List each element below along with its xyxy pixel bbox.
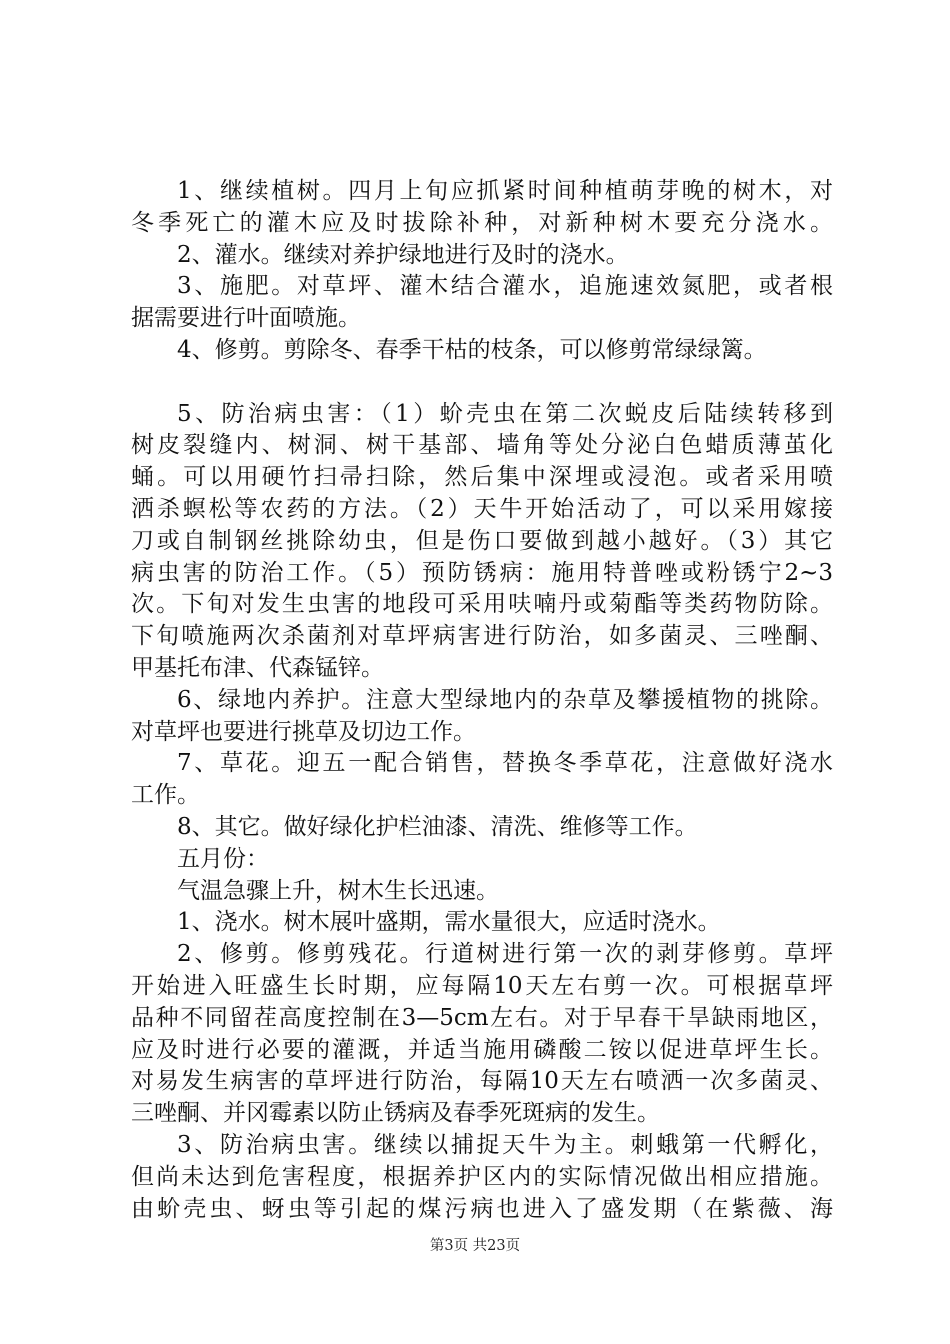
text-line: 5、防治病虫害：（1）蚧壳虫在第二次蜕皮后陆续转移到: [177, 400, 833, 427]
text-line: 4、修剪。剪除冬、春季干枯的枝条，可以修剪常绿绿篱。: [177, 336, 767, 363]
text-line: 开始进入旺盛生长时期，应每隔10天左右剪一次。可根据草坪: [131, 972, 833, 999]
text-line: 工作。: [131, 782, 200, 809]
text-line: 由蚧壳虫、蚜虫等引起的煤污病也进入了盛发期（在紫薇、海: [131, 1195, 833, 1222]
text-line: 8、其它。做好绿化护栏油漆、清洗、维修等工作。: [177, 813, 698, 840]
text-line: 下旬喷施两次杀菌剂对草坪病害进行防治，如多菌灵、三唑酮、: [131, 623, 833, 650]
document-body: [131, 176, 833, 1225]
text-line: 1、浇水。树木展叶盛期，需水量很大，应适时浇水。: [177, 909, 721, 936]
text-line: 7、草花。迎五一配合销售，替换冬季草花，注意做好浇水: [177, 750, 833, 777]
text-line: 蛹。可以用硬竹扫帚扫除，然后集中深埋或浸泡。或者采用喷: [131, 464, 833, 491]
text-line: 据需要进行叶面喷施。: [131, 305, 361, 332]
text-line: 应及时进行必要的灌溉，并适当施用磷酸二铵以促进草坪生长。: [131, 1036, 833, 1063]
text-line: 洒杀螟松等农药的方法。（2）天牛开始活动了，可以采用嫁接: [131, 495, 833, 522]
text-line: 次。下旬对发生虫害的地段可采用呋喃丹或菊酯等类药物防除。: [131, 591, 833, 618]
text-line: 气温急骤上升，树木生长迅速。: [177, 877, 499, 904]
text-line: 树皮裂缝内、树洞、树干基部、墙角等处分泌白色蜡质薄茧化: [131, 432, 833, 459]
text-line: 冬季死亡的灌木应及时拔除补种，对新种树木要充分浇水。: [131, 209, 833, 236]
text-line: 甲基托布津、代森锰锌。: [131, 654, 384, 681]
text-line: 3、防治病虫害。继续以捕捉天牛为主。刺蛾第一代孵化，: [177, 1131, 833, 1158]
text-line: 对草坪也要进行挑草及切边工作。: [131, 718, 476, 745]
text-line: 三唑酮、并冈霉素以防止锈病及春季死斑病的发生。: [131, 1100, 660, 1127]
text-line: 1、继续植树。四月上旬应抓紧时间种植萌芽晚的树木，对: [177, 178, 833, 204]
text-line: 刀或自制钢丝挑除幼虫，但是伤口要做到越小越好。（3）其它: [131, 527, 833, 554]
text-line: 3、施肥。对草坪、灌木结合灌水，追施速效氮肥，或者根: [177, 273, 833, 300]
text-line: 2、灌水。继续对养护绿地进行及时的浇水。: [177, 241, 629, 268]
text-line: 对易发生病害的草坪进行防治，每隔10天左右喷洒一次多菌灵、: [131, 1068, 833, 1095]
section-heading: 五月份：: [177, 845, 269, 872]
text-line: 6、绿地内养护。注意大型绿地内的杂草及攀援植物的挑除。: [177, 686, 833, 713]
page-footer: 第3页 共23页: [429, 1238, 521, 1254]
text-line: 病虫害的防治工作。（5）预防锈病：施用特普唑或粉锈宁2~3: [131, 559, 833, 586]
text-line: 但尚未达到危害程度，根据养护区内的实际情况做出相应措施。: [131, 1163, 833, 1190]
text-line: 品种不同留茬高度控制在3—5cm左右。对于早春干旱缺雨地区，: [131, 1004, 833, 1031]
text-line: 2、修剪。修剪残花。行道树进行第一次的剥芽修剪。草坪: [177, 941, 833, 968]
blank-line: [131, 367, 833, 399]
